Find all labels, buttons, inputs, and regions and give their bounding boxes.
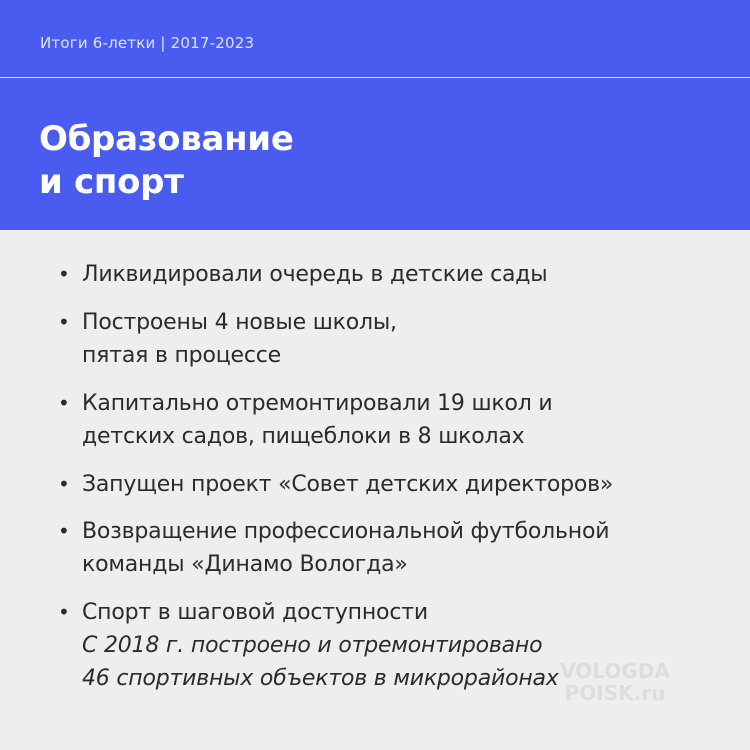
page-title-line-2: и спорт — [39, 162, 184, 202]
list-item-text — [82, 468, 732, 501]
watermark-line-1: VOLOGDA — [560, 659, 670, 683]
list-item-line: Спорт в шаговой доступности — [82, 600, 428, 625]
list-item-line: Построены 4 новые школы, — [82, 310, 397, 335]
list-item-line: Ликвидировали очередь в детские сады — [82, 262, 548, 287]
bullet-icon: • — [58, 600, 70, 624]
watermark-line-2: POISK.ru — [564, 681, 666, 705]
page-title — [39, 118, 294, 204]
bullet-icon: • — [58, 310, 70, 334]
list-item-text — [82, 306, 732, 372]
list-item-line: пятая в процессе — [82, 343, 281, 368]
list-item-line: Запущен проект «Совет детских директоров» — [82, 472, 614, 497]
list-item-note: 46 спортивных объектов в микрорайонах — [82, 666, 559, 691]
header-subtitle: Итоги 6-летки | 2017-2023 — [40, 34, 255, 52]
header-divider — [0, 77, 750, 78]
list-item-line: детских садов, пищеблоки в 8 школах — [82, 424, 525, 449]
list-item-line: Капитально отремонтировали 19 школ и — [82, 391, 553, 416]
list-item-text — [82, 387, 732, 453]
list-item-text — [82, 596, 732, 695]
list-item-text — [82, 258, 732, 291]
bullet-icon: • — [58, 391, 70, 415]
bullet-icon: • — [58, 519, 70, 543]
list-item-line: команды «Динамо Вологда» — [82, 552, 408, 577]
page-title-line-1: Образование — [39, 119, 294, 159]
bullet-icon: • — [58, 262, 70, 286]
list-item-text — [82, 515, 732, 581]
list-item-note: С 2018 г. построено и отремонтировано — [82, 633, 543, 658]
list-item-line: Возвращение профессиональной футбольной — [82, 519, 610, 544]
header-banner — [0, 0, 750, 230]
bullet-icon: • — [58, 472, 70, 496]
